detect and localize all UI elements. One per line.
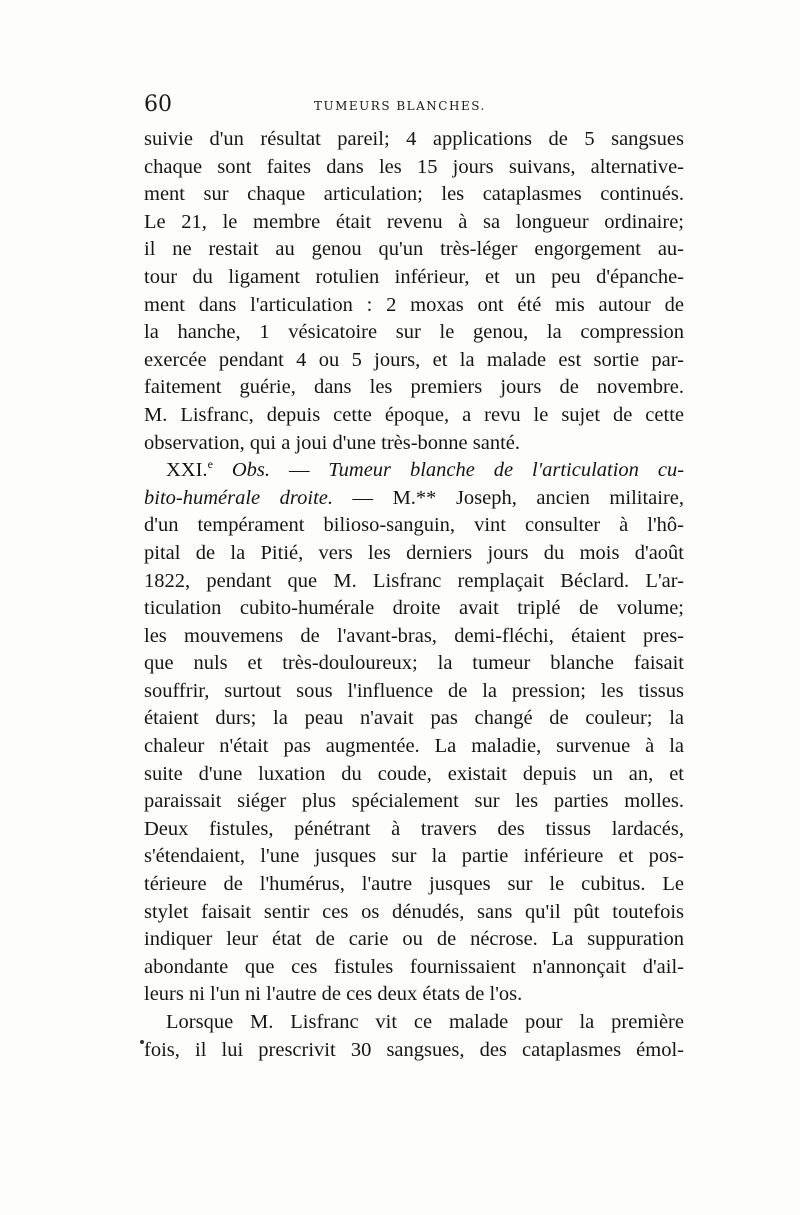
- text-line: Deux fistules, pénétrant à travers des tissus lardacés,: [144, 817, 684, 840]
- ink-speck: [140, 1040, 144, 1044]
- text-line: exercée pendant 4 ou 5 jours, et la malade est sortie par-: [144, 348, 684, 371]
- text-line: paraissait siéger plus spécialement sur les parties molles.: [144, 790, 684, 813]
- text-line: Lorsque M. Lisfranc vit ce malade pour la première: [166, 1011, 684, 1033]
- obs-continuation: — M.** Joseph, ancien militaire,: [352, 486, 684, 509]
- text-line: la hanche, 1 vésicatoire sur le genou, la compression: [144, 321, 684, 344]
- page-number: 60: [144, 92, 172, 117]
- obs-title-part1: Tumeur blanche de l'articulation cu-: [328, 459, 684, 482]
- text-line: ticulation cubito-humérale droite avait triplé de volume;: [144, 597, 684, 620]
- text-line: souffrir, surtout sous l'influence de la pression; les tissus: [144, 679, 684, 702]
- text-line: chaleur n'était pas augmentée. La maladie, survenue à la: [144, 735, 684, 758]
- text-line: stylet faisait sentir ces os dénudés, sans qu'il pût toutefois: [144, 900, 684, 923]
- text-line: ment sur chaque articulation; les cataplasmes continués.: [144, 183, 684, 206]
- text-line: fois, il lui prescrivit 30 sangsues, des cataplasmes émol-: [144, 1038, 684, 1061]
- text-line: observation, qui a joui d'une très-bonne santé.: [144, 431, 521, 454]
- running-head: TUMEURS BLANCHES.: [314, 99, 486, 113]
- text-line: pital de la Pitié, vers les derniers jours du mois d'août: [144, 541, 684, 564]
- text-line: chaque sont faites dans les 15 jours suivans, alternative-: [144, 155, 684, 178]
- text-line: s'étendaient, l'une jusques sur la partie inférieure et pos-: [144, 845, 684, 868]
- text-line: tour du ligament rotulien inférieur, et un peu d'épanche-: [144, 265, 684, 288]
- text-line: suite d'une luxation du coude, existait depuis un an, et: [144, 762, 684, 785]
- text-line: M. Lisfranc, depuis cette époque, a revu le sujet de cette: [144, 403, 684, 426]
- text-line: Le 21, le membre était revenu à sa longueur ordinaire;: [144, 210, 684, 233]
- obs-number: XXI.: [166, 459, 208, 482]
- text-line: leurs ni l'un ni l'autre de ces deux états de l'os.: [144, 983, 523, 1006]
- text-line: les mouvemens de l'avant-bras, demi-fléchi, étaient pres-: [144, 624, 684, 647]
- obs-label: Obs.: [231, 459, 270, 482]
- observation-heading: [144, 457, 684, 485]
- text-line: que nuls et très-douloureux; la tumeur blanche faisait: [144, 652, 684, 675]
- text-line: ment dans l'articulation : 2 moxas ont été mis autour de: [144, 293, 684, 316]
- text-line: 1822, pendant que M. Lisfranc remplaçait Béclard. L'ar-: [144, 569, 684, 592]
- obs-title-part2: bito-humérale droite.: [144, 486, 334, 509]
- obs-dash: —: [288, 459, 310, 482]
- text-line: indiquer leur état de carie ou de nécrose. La suppuration: [144, 928, 684, 951]
- observation-heading-cont: [144, 485, 684, 513]
- text-line: faitement guérie, dans les premiers jours de novembre.: [144, 376, 684, 399]
- text-line: d'un tempérament bilioso-sanguin, vint consulter à l'hô-: [144, 514, 684, 537]
- text-line: suivie d'un résultat pareil; 4 applications de 5 sangsues: [144, 128, 684, 150]
- body-text: [144, 126, 684, 1064]
- text-line: étaient durs; la peau n'avait pas changé de couleur; la: [144, 707, 684, 730]
- text-line: il ne restait au genou qu'un très-léger engorgement au-: [144, 238, 684, 261]
- obs-superscript: e: [207, 457, 213, 472]
- text-line: térieure de l'humérus, l'autre jusques sur le cubitus. Le: [144, 873, 684, 896]
- page-header: [144, 92, 684, 118]
- text-line: abondante que ces fistules fournissaient n'annonçait d'ail-: [144, 955, 684, 978]
